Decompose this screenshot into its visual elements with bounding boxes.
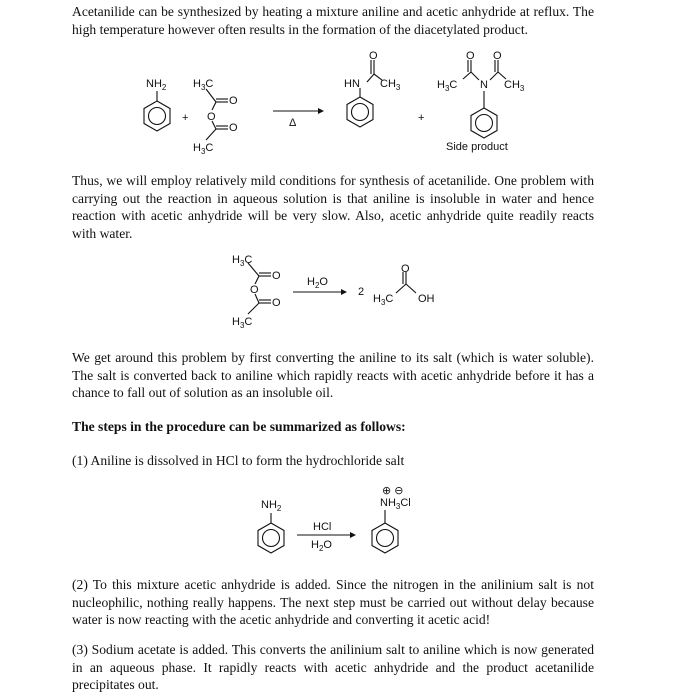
stoichiometric-coefficient: 2 (358, 286, 365, 298)
anhydride-h3c-top: $H_3C$ (193, 78, 214, 92)
steps-heading: The steps in the procedure can be summarized as follows: (72, 419, 406, 434)
anhydride-h3c-bottom: $H_3C$ (193, 142, 214, 156)
salt-reagent-hcl: HCl (313, 521, 332, 533)
acetanilide-carbonyl-o: O (369, 50, 378, 62)
intro-paragraph: Acetanilide can be synthesized by heating a mixture aniline and acetic anhydride at reflux. The high temperature however often results in the formation of the diacetylated product. (72, 4, 594, 37)
acetic-acid-oh: OH (418, 293, 435, 305)
salt-strategy-paragraph: We get around this problem by first converting the aniline to its salt (which is water soluble). The salt is converted back to aniline which rapidly reacts with acetic anhydride before it has a chance to fall out of solution as an insoluble oil. (72, 350, 594, 400)
hydrolysis-h3c-top: $H_3C$ (232, 254, 253, 268)
hydrolysis-h3c-bottom: $H_3C$ (232, 316, 253, 330)
anilinium-charges: ⊕ ⊖ (382, 485, 404, 497)
diacetyl-o-left: O (466, 50, 475, 62)
diacetyl-n-label: N (480, 79, 488, 91)
anhydride-bridge-o: O (207, 111, 216, 123)
aniline-nh2-label-2: $NH_2$ (261, 499, 282, 513)
diacetyl-h3c-label: $H_3C$ (437, 79, 458, 93)
mild-conditions-paragraph: Thus, we will employ relatively mild conditions for synthesis of acetanilide. One problem with carrying out the reaction in aqueous solution is that aniline is insoluble in water and hence reaction with acetic anhydride will be very slow. Also, acetic anhydride quite readily reacts with water. (72, 173, 594, 241)
acetanilide-ch3-label: $CH_3$ (380, 78, 401, 92)
step-2-text: (2) To this mixture acetic anhydride is added. Since the nitrogen in the anilinium salt is not nucleophilic, nothing really happens. The next step must be carried out without delay because water is now reacting with the acetic anhydride and converting it acetic acid! (72, 577, 594, 627)
acetic-acid-o: O (401, 263, 410, 275)
diacetyl-o-right: O (493, 50, 502, 62)
aniline-structure-2 (258, 513, 284, 553)
acetanilide-hn-label: HN (344, 78, 360, 90)
salt-reagent-h2o: $H_2O$ (311, 539, 332, 553)
aniline-nh2-label: $NH_2$ (146, 78, 167, 92)
diacetyl-ch3-label: $CH_3$ (504, 79, 525, 93)
acetic-acid-h3c: $H_3C$ (373, 293, 394, 307)
anilinium-nh3cl-label: $NH_3Cl$ (380, 497, 411, 511)
hydrolysis-carbonyl-o-top: O (272, 270, 281, 282)
hydrolysis-reagent-h2o: $H_2O$ (307, 276, 328, 290)
hydrolysis-bridge-o: O (250, 284, 259, 296)
anhydride-carbonyl-o-bottom: O (229, 122, 238, 134)
side-product-label: Side product (446, 141, 508, 153)
step-1-text: (1) Aniline is dissolved in HCl to form the hydrochloride salt (72, 453, 405, 468)
plus-sign-products: + (418, 112, 425, 124)
plus-sign: + (182, 112, 189, 124)
heat-delta-label: Δ (289, 117, 297, 129)
hydrolysis-carbonyl-o-bottom: O (272, 297, 281, 309)
anhydride-carbonyl-o-top: O (229, 95, 238, 107)
step-3-text: (3) Sodium acetate is added. This converts the anilinium salt to aniline which is now generated in an aqueous phase. It rapidly reacts with acetic anhydride and the product acetanilide precipitates out. (72, 642, 594, 692)
anilinium-chloride-structure (372, 510, 398, 553)
